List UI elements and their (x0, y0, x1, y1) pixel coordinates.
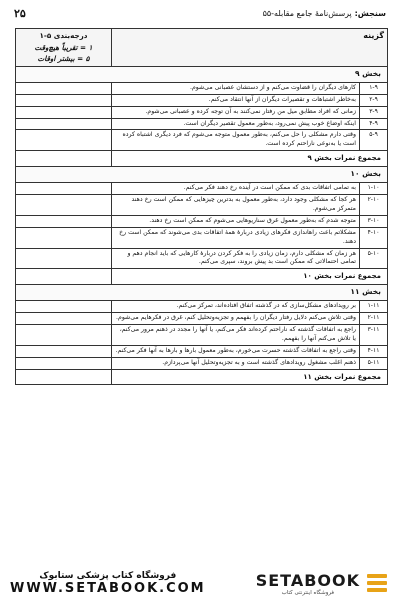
item-score-cell[interactable] (16, 130, 112, 151)
item-score-cell[interactable] (16, 300, 112, 312)
item-row (16, 324, 388, 345)
section-title: بخش ۱۱ (16, 284, 388, 300)
item-row (16, 227, 388, 248)
section-total-row (16, 151, 388, 166)
item-text: وقتی دارم مشکلی را حل می‌کنم، به‌طور معمول متوجه می‌شوم که فرد دیگری اشتباه کرده است یا به‌نوعی ناراحتم کرده است. (112, 130, 360, 151)
item-score-cell[interactable] (16, 227, 112, 248)
item-text: وقتی تلاش می‌کنم دلایل رفتار دیگران را بفهمم و تجزیه‌وتحلیل کنم، غرق در فکرهایم می‌شوم. (112, 312, 360, 324)
item-score-cell[interactable] (16, 215, 112, 227)
item-row (16, 118, 388, 130)
questionnaire-body (16, 29, 388, 385)
score-header (16, 29, 112, 67)
section-header-row (16, 66, 388, 82)
score-header-line3: ۵ = بیشتر اوقات (37, 54, 90, 64)
item-score-cell[interactable] (16, 82, 112, 94)
section-total-label: مجموع نمرات بخش ۱۱ (112, 369, 388, 384)
item-row (16, 194, 388, 215)
table-header-row (16, 29, 388, 67)
section-total-score-cell[interactable] (16, 369, 112, 384)
book-stack-icon (364, 570, 390, 596)
item-row (16, 182, 388, 194)
page-number: ۲۵ (14, 6, 26, 20)
item-text: متوجه شدم که به‌طور معمول غرق سناریوهایی می‌شوم که ممکن است رخ دهند. (112, 215, 360, 227)
item-row (16, 94, 388, 106)
item-row (16, 300, 388, 312)
questionnaire-table (15, 28, 388, 385)
item-number: ۳-۹ (360, 106, 388, 118)
section-header-row (16, 284, 388, 300)
score-header-line1: درجه‌بندی ۵-۱ (39, 31, 88, 40)
item-number: ۳-۱۰ (360, 215, 388, 227)
item-text: راجع به اتفاقات گذشته که ناراحتم کرده‌اند فکر می‌کنم، یا آنها را مجدد در ذهنم مرور می‌کنم، یا تلاش می‌کنم آنها را بفهمم. (112, 324, 360, 345)
item-number: ۴-۱۰ (360, 227, 388, 248)
item-text: وقتی راجع به اتفاقات گذشته حسرت می‌خورم، به‌طور معمول بارها و بارها به آنها فکر می‌کنم. (112, 345, 360, 357)
store-name: فروشگاه کتاب پزشکی ستابوک (39, 570, 177, 581)
item-text: ذهنم اغلب مشغول رویدادهای گذشته است و به تجزیه‌وتحلیل آنها می‌پردازم. (112, 357, 360, 369)
item-text: به تمامی اتفاقات بدی که ممکن است در آینده رخ دهند فکر می‌کنم. (112, 182, 360, 194)
item-score-cell[interactable] (16, 106, 112, 118)
section-total-label: مجموع نمرات بخش ۹ (112, 151, 388, 166)
section-total-label: مجموع نمرات بخش ۱۰ (112, 269, 388, 284)
item-score-cell[interactable] (16, 312, 112, 324)
item-score-cell[interactable] (16, 194, 112, 215)
section-total-score-cell[interactable] (16, 151, 112, 166)
running-title-rest: پرسش‌نامهٔ جامع مقابله-۵۵ (262, 8, 352, 18)
item-row (16, 312, 388, 324)
item-row (16, 248, 388, 269)
item-score-cell[interactable] (16, 182, 112, 194)
item-text: اینکه اوضاع خوب پیش نمی‌رود، به‌طور معمول تقصیر دیگران است. (112, 118, 360, 130)
item-score-cell[interactable] (16, 324, 112, 345)
item-text: هر زمان که مشکلی دارم، زمان زیادی را به فکر کردن دربارهٔ کارهایی که باید انجام دهم و تمامی احتمالاتی که ممکن است بد پیش بروند، سپری می‌کنم. (112, 248, 360, 269)
item-score-cell[interactable] (16, 94, 112, 106)
item-number: ۵-۱۱ (360, 357, 388, 369)
running-title-main: سنجش: (354, 8, 386, 18)
logo-persian-text: فروشگاه اینترنتی کتاب (281, 589, 335, 596)
item-number: ۳-۱۱ (360, 324, 388, 345)
item-text: کارهای دیگران را قضاوت می‌کنم و از دستشان عصبانی می‌شوم. (112, 82, 360, 94)
options-header: گزینه (112, 29, 388, 67)
item-number: ۲-۱۱ (360, 312, 388, 324)
item-score-cell[interactable] (16, 345, 112, 357)
section-total-row (16, 369, 388, 384)
logo-latin-text: SETABOOK (255, 570, 360, 590)
section-title: بخش ۱۰ (16, 166, 388, 182)
item-number: ۵-۱۰ (360, 248, 388, 269)
score-header-line2: ۱ = تقریباً هیچ‌وقت (34, 42, 93, 52)
logo-wordmark (256, 571, 360, 596)
item-score-cell[interactable] (16, 118, 112, 130)
section-total-score-cell[interactable] (16, 269, 112, 284)
running-title (263, 9, 386, 18)
item-text: هر کجا که مشکلی وجود دارد، به‌طور معمول به بدترین چیزهایی که ممکن است رخ دهند متمرکز می‌شوم. (112, 194, 360, 215)
store-website[interactable]: WWW.SETABOOK.COM (10, 580, 206, 596)
store-info (10, 571, 206, 596)
item-number: ۴-۱۱ (360, 345, 388, 357)
item-number: ۵-۹ (360, 130, 388, 151)
item-number: ۲-۹ (360, 94, 388, 106)
item-row (16, 82, 388, 94)
item-number: ۲-۱۰ (360, 194, 388, 215)
item-row (16, 357, 388, 369)
section-title: بخش ۹ (16, 66, 388, 82)
item-number: ۱-۹ (360, 82, 388, 94)
section-header-row (16, 166, 388, 182)
item-text: به‌خاطر اشتباهات و تقصیرات دیگران از آنها انتقاد می‌کنم. (112, 94, 360, 106)
item-score-cell[interactable] (16, 357, 112, 369)
item-number: ۱-۱۱ (360, 300, 388, 312)
item-number: ۱-۱۰ (360, 182, 388, 194)
item-row (16, 215, 388, 227)
setabook-logo (256, 570, 390, 596)
item-text: بر رویدادهای مشکل‌سازی که در گذشته اتفاق افتاده‌اند، تمرکز می‌کنم. (112, 300, 360, 312)
page-footer (10, 564, 390, 602)
item-row (16, 130, 388, 151)
item-row (16, 345, 388, 357)
page-header (14, 4, 386, 22)
section-total-row (16, 269, 388, 284)
item-row (16, 106, 388, 118)
item-number: ۴-۹ (360, 118, 388, 130)
item-text: زمانی که افراد مطابق میل من رفتار نمی‌کنند به آن توجه کرده و عصبانی می‌شوم. (112, 106, 360, 118)
item-text: مشکلاتم باعث راهاندازی فکرهای زیادی دربارهٔ همهٔ اتفاقات بدی می‌شوند که ممکن است رخ دهند. (112, 227, 360, 248)
item-score-cell[interactable] (16, 248, 112, 269)
